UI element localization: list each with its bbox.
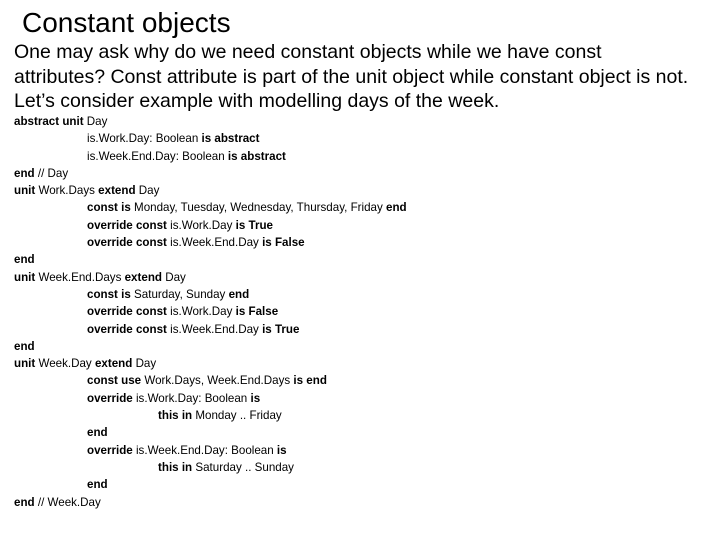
slide-title: Constant objects — [22, 7, 231, 38]
code-text: Saturday .. Sunday — [195, 460, 294, 474]
code-keyword: extend — [124, 270, 166, 284]
code-line — [14, 390, 407, 407]
code-keyword: extend — [94, 357, 136, 371]
code-keyword: extend — [98, 184, 139, 198]
code-text: is.Work.Day: Boolean — [135, 391, 251, 405]
code-keyword: override — [87, 443, 136, 457]
code-text: // Day — [37, 166, 69, 180]
code-text: Week.Day — [38, 357, 95, 371]
code-keyword: end — [87, 478, 108, 492]
code-line — [14, 130, 407, 147]
code-line — [14, 286, 407, 303]
intro-paragraph — [14, 40, 714, 114]
code-keyword: unit — [14, 357, 39, 371]
code-text: // Week.Day — [37, 495, 101, 509]
code-text: Day — [135, 357, 157, 371]
code-text: Saturday, Sunday — [134, 287, 229, 301]
code-keyword: is False — [235, 305, 279, 319]
code-keyword: is abstract — [201, 132, 260, 146]
code-keyword: is — [250, 391, 261, 405]
code-line — [14, 321, 407, 338]
code-line — [14, 182, 407, 199]
code-line — [14, 372, 407, 389]
code-keyword: this in — [158, 409, 196, 423]
code-keyword: const is — [87, 201, 135, 215]
code-keyword: is False — [262, 236, 305, 250]
code-text: Work.Days — [38, 184, 99, 198]
code-line — [14, 476, 407, 493]
code-keyword: end — [14, 253, 35, 267]
code-keyword: is — [276, 443, 287, 457]
code-keyword: end — [386, 201, 407, 215]
code-text: Monday .. Friday — [195, 409, 282, 423]
code-line — [14, 338, 407, 355]
code-line — [14, 355, 407, 372]
code-keyword: override const — [87, 322, 171, 336]
code-text: Day — [86, 115, 108, 128]
code-keyword: override const — [87, 305, 171, 319]
code-text: is.Work.Day: Boolean — [87, 132, 202, 146]
code-line — [14, 269, 407, 286]
code-text: Week.End.Days — [38, 270, 125, 284]
code-line — [14, 459, 407, 476]
code-line — [14, 251, 407, 268]
code-line — [14, 494, 407, 511]
code-text: is.Work.Day — [170, 305, 236, 319]
code-text: is.Week.End.Day — [170, 236, 263, 250]
code-keyword: const use — [87, 374, 145, 388]
code-line — [14, 217, 407, 234]
code-text: is.Week.End.Day: Boolean — [87, 149, 228, 163]
code-keyword: end — [14, 495, 38, 509]
code-text: Day — [165, 270, 186, 284]
code-line — [14, 424, 407, 441]
code-text: is.Week.End.Day: Boolean — [135, 443, 277, 457]
code-line — [14, 407, 407, 424]
code-line — [14, 113, 407, 130]
code-text: Work.Days, Week.End.Days — [144, 374, 294, 388]
code-keyword: is abstract — [227, 149, 286, 163]
code-keyword: override — [87, 391, 136, 405]
code-keyword: unit — [14, 270, 39, 284]
code-keyword: const is — [87, 287, 135, 301]
code-text: Monday, Tuesday, Wednesday, Thursday, Friday — [134, 201, 387, 215]
code-line — [14, 234, 407, 251]
code-keyword: end — [228, 287, 250, 301]
code-keyword: abstract unit — [14, 115, 87, 128]
code-keyword: end — [87, 426, 108, 440]
code-line — [14, 165, 407, 182]
code-line — [14, 442, 407, 459]
code-text: is.Work.Day — [170, 218, 236, 232]
code-line — [14, 303, 407, 320]
code-keyword: is True — [262, 322, 300, 336]
code-keyword: this in — [158, 460, 196, 474]
code-text: Day — [138, 184, 160, 198]
intro-line: One may ask why do we need constant objects while we have const — [14, 41, 602, 63]
code-keyword: is end — [293, 374, 327, 388]
code-keyword: unit — [14, 184, 39, 198]
code-line — [14, 148, 407, 165]
code-keyword: end — [14, 166, 38, 180]
code-keyword: end — [14, 339, 35, 353]
code-line — [14, 199, 407, 216]
code-keyword: override const — [87, 218, 171, 232]
code-block — [14, 113, 407, 511]
code-keyword: override const — [87, 236, 171, 250]
code-text: is.Week.End.Day — [170, 322, 263, 336]
code-keyword: is True — [235, 218, 273, 232]
intro-line: attributes? Const attribute is part of the unit object while constant object is not. — [14, 65, 689, 88]
intro-line: Let’s consider example with modelling days of the week. — [14, 90, 500, 112]
